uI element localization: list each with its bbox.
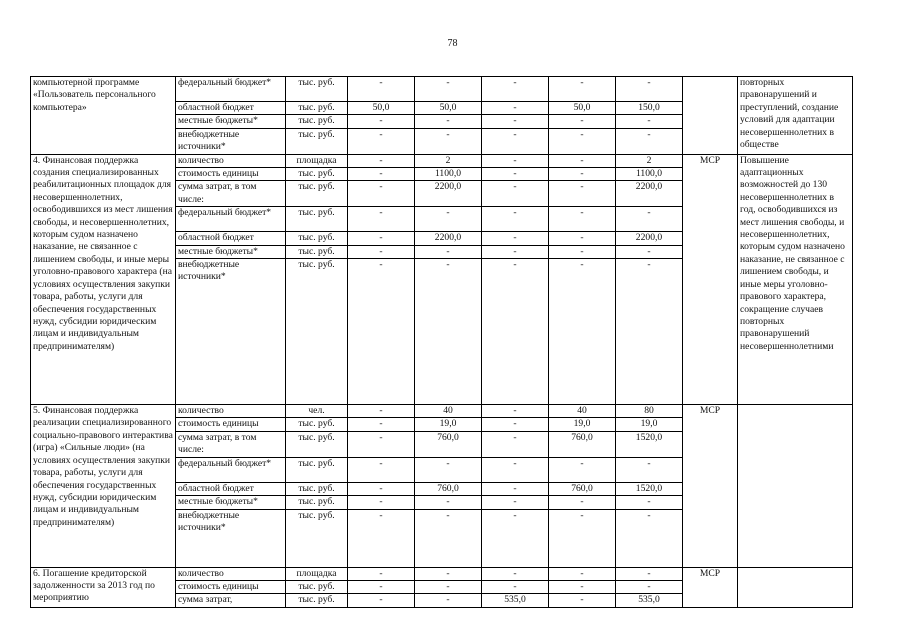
value-cell: 535,0 bbox=[482, 594, 549, 607]
value-cell: - bbox=[415, 496, 482, 509]
value-cell: 1520,0 bbox=[616, 431, 683, 457]
unit-cell: площадка bbox=[286, 567, 348, 580]
value-cell: - bbox=[348, 418, 415, 431]
indicator-cell: стоимость единицы bbox=[176, 580, 286, 593]
unit-cell: тыс. руб. bbox=[286, 431, 348, 457]
activity-name: 4. Финансовая поддержка создания специализированных реабилитационных площадок для несовершеннолетних, освободившихся из мест лишения свободы, и несовершеннолетних, которым судом назначено наказание, не связанное с лишением свободы, и иные меры уголовно-правового характера (на условиях осуществления закупки товара, работы, услуги для обеспечения государственных нужд, субсидии юридическим лицам и индивидуальным предпринимателям) bbox=[31, 154, 176, 404]
value-cell: - bbox=[549, 580, 616, 593]
value-cell: 2200,0 bbox=[616, 232, 683, 245]
value-cell: - bbox=[348, 405, 415, 418]
indicator-cell: количество bbox=[176, 567, 286, 580]
value-cell: - bbox=[616, 509, 683, 567]
unit-cell: тыс. руб. bbox=[286, 77, 348, 102]
unit-cell: тыс. руб. bbox=[286, 232, 348, 245]
indicator-cell: внебюджетные источники* bbox=[176, 259, 286, 405]
unit-cell: тыс. руб. bbox=[286, 207, 348, 232]
value-cell: - bbox=[415, 509, 482, 567]
indicator-cell: местные бюджеты* bbox=[176, 496, 286, 509]
value-cell: 760,0 bbox=[549, 482, 616, 495]
activity-name: компьютерной программе «Пользователь персонального компьютера» bbox=[31, 77, 176, 155]
indicator-cell: областной бюджет bbox=[176, 482, 286, 495]
value-cell: - bbox=[616, 580, 683, 593]
executor-cell bbox=[683, 77, 738, 155]
value-cell: - bbox=[415, 594, 482, 607]
value-cell: 2200,0 bbox=[415, 181, 482, 207]
value-cell: 1100,0 bbox=[616, 168, 683, 181]
value-cell: 40 bbox=[549, 405, 616, 418]
value-cell: - bbox=[616, 207, 683, 232]
expected-result-cell bbox=[738, 405, 853, 567]
value-cell: - bbox=[482, 259, 549, 405]
value-cell: - bbox=[415, 128, 482, 154]
value-cell: - bbox=[482, 482, 549, 495]
indicator-cell: местные бюджеты* bbox=[176, 245, 286, 258]
value-cell: 80 bbox=[616, 405, 683, 418]
indicator-cell: внебюджетные источники* bbox=[176, 509, 286, 567]
value-cell: - bbox=[482, 102, 549, 115]
activity-name: 6. Погашение кредиторской задолженности за 2013 год по мероприятию bbox=[31, 567, 176, 607]
value-cell: - bbox=[348, 181, 415, 207]
unit-cell: тыс. руб. bbox=[286, 245, 348, 258]
indicator-cell: стоимость единицы bbox=[176, 168, 286, 181]
value-cell: 19,0 bbox=[415, 418, 482, 431]
expected-result-cell: повторных правонарушений и преступлений, создание условий для адаптации несовершеннолетних в обществе bbox=[738, 77, 853, 155]
indicator-cell: федеральный бюджет* bbox=[176, 207, 286, 232]
value-cell: - bbox=[348, 168, 415, 181]
indicator-cell: федеральный бюджет* bbox=[176, 457, 286, 482]
value-cell: - bbox=[616, 245, 683, 258]
value-cell: - bbox=[482, 405, 549, 418]
value-cell: 535,0 bbox=[616, 594, 683, 607]
indicator-cell: количество bbox=[176, 405, 286, 418]
indicator-cell: стоимость единицы bbox=[176, 418, 286, 431]
unit-cell: тыс. руб. bbox=[286, 115, 348, 128]
value-cell: - bbox=[549, 594, 616, 607]
value-cell: 19,0 bbox=[616, 418, 683, 431]
activity-name: 5. Финансовая поддержка реализации специализированного социально-правового интерактива (игра) «Сильные люди» (на условиях осуществления закупки товара, работы, услуги для обеспечения государственных нужд, субсидии юридическим лицам и индивидуальным предпринимателям) bbox=[31, 405, 176, 567]
value-cell: - bbox=[482, 496, 549, 509]
value-cell: 2200,0 bbox=[415, 232, 482, 245]
value-cell: - bbox=[348, 128, 415, 154]
value-cell: - bbox=[348, 259, 415, 405]
value-cell: 150,0 bbox=[616, 102, 683, 115]
indicator-cell: количество bbox=[176, 154, 286, 167]
value-cell: - bbox=[348, 207, 415, 232]
value-cell: - bbox=[482, 418, 549, 431]
value-cell: - bbox=[549, 154, 616, 167]
value-cell: - bbox=[348, 496, 415, 509]
indicator-cell: местные бюджеты* bbox=[176, 115, 286, 128]
value-cell: - bbox=[549, 496, 616, 509]
unit-cell: тыс. руб. bbox=[286, 482, 348, 495]
value-cell: - bbox=[482, 245, 549, 258]
value-cell: - bbox=[415, 259, 482, 405]
program-activities-table bbox=[30, 76, 853, 608]
value-cell: 2 bbox=[415, 154, 482, 167]
value-cell: - bbox=[348, 115, 415, 128]
value-cell: - bbox=[348, 567, 415, 580]
indicator-cell: сумма затрат, в том числе: bbox=[176, 431, 286, 457]
value-cell: - bbox=[482, 168, 549, 181]
page-number: 78 bbox=[447, 38, 458, 49]
unit-cell: площадка bbox=[286, 154, 348, 167]
expected-result-cell bbox=[738, 567, 853, 607]
value-cell: - bbox=[549, 77, 616, 102]
value-cell: - bbox=[348, 245, 415, 258]
value-cell: - bbox=[616, 496, 683, 509]
value-cell: 1520,0 bbox=[616, 482, 683, 495]
unit-cell: тыс. руб. bbox=[286, 594, 348, 607]
value-cell: - bbox=[348, 580, 415, 593]
value-cell: - bbox=[348, 457, 415, 482]
value-cell: - bbox=[482, 207, 549, 232]
value-cell: - bbox=[415, 457, 482, 482]
value-cell: - bbox=[482, 457, 549, 482]
unit-cell: тыс. руб. bbox=[286, 509, 348, 567]
table-row bbox=[31, 77, 853, 102]
value-cell: 19,0 bbox=[549, 418, 616, 431]
value-cell: - bbox=[549, 207, 616, 232]
value-cell: - bbox=[415, 580, 482, 593]
value-cell: - bbox=[482, 580, 549, 593]
value-cell: - bbox=[415, 245, 482, 258]
unit-cell: тыс. руб. bbox=[286, 496, 348, 509]
expected-result-cell: Повышение адаптационных возможностей до 130 несовершеннолетних в год, освободившихся из мест лишения свободы, и несовершеннолетних, которым судом назначено наказание, не связанное с лишением свободы, и иные меры уголовно-правового характера, сокращение случаев повторных правонарушений несовершеннолетними bbox=[738, 154, 853, 404]
value-cell: - bbox=[482, 128, 549, 154]
value-cell: - bbox=[616, 128, 683, 154]
table-row bbox=[31, 567, 853, 580]
value-cell: - bbox=[549, 245, 616, 258]
value-cell: 760,0 bbox=[549, 431, 616, 457]
indicator-cell: сумма затрат, в том числе: bbox=[176, 181, 286, 207]
unit-cell: тыс. руб. bbox=[286, 181, 348, 207]
unit-cell: тыс. руб. bbox=[286, 128, 348, 154]
executor-cell: МСР bbox=[683, 567, 738, 607]
value-cell: - bbox=[348, 154, 415, 167]
table-row bbox=[31, 154, 853, 167]
value-cell: - bbox=[549, 128, 616, 154]
executor-cell: МСР bbox=[683, 405, 738, 567]
value-cell: 760,0 bbox=[415, 482, 482, 495]
unit-cell: тыс. руб. bbox=[286, 418, 348, 431]
value-cell: - bbox=[616, 115, 683, 128]
indicator-cell: сумма затрат, bbox=[176, 594, 286, 607]
value-cell: - bbox=[415, 567, 482, 580]
indicator-cell: федеральный бюджет* bbox=[176, 77, 286, 102]
value-cell: - bbox=[549, 457, 616, 482]
value-cell: - bbox=[616, 259, 683, 405]
unit-cell: тыс. руб. bbox=[286, 102, 348, 115]
unit-cell: тыс. руб. bbox=[286, 259, 348, 405]
value-cell: - bbox=[415, 115, 482, 128]
value-cell: - bbox=[482, 181, 549, 207]
value-cell: 50,0 bbox=[549, 102, 616, 115]
executor-cell: МСР bbox=[683, 154, 738, 404]
value-cell: - bbox=[348, 431, 415, 457]
value-cell: - bbox=[348, 509, 415, 567]
value-cell: - bbox=[549, 115, 616, 128]
value-cell: - bbox=[549, 232, 616, 245]
unit-cell: тыс. руб. bbox=[286, 168, 348, 181]
value-cell: 40 bbox=[415, 405, 482, 418]
value-cell: - bbox=[415, 207, 482, 232]
value-cell: 2200,0 bbox=[616, 181, 683, 207]
value-cell: - bbox=[549, 168, 616, 181]
value-cell: - bbox=[348, 232, 415, 245]
value-cell: - bbox=[616, 567, 683, 580]
value-cell: - bbox=[348, 77, 415, 102]
value-cell: - bbox=[348, 482, 415, 495]
value-cell: - bbox=[482, 77, 549, 102]
value-cell: - bbox=[616, 457, 683, 482]
value-cell: - bbox=[549, 567, 616, 580]
value-cell: - bbox=[549, 259, 616, 405]
value-cell: - bbox=[415, 77, 482, 102]
value-cell: 50,0 bbox=[415, 102, 482, 115]
indicator-cell: областной бюджет bbox=[176, 102, 286, 115]
value-cell: - bbox=[482, 509, 549, 567]
value-cell: - bbox=[549, 181, 616, 207]
value-cell: - bbox=[482, 431, 549, 457]
value-cell: - bbox=[616, 77, 683, 102]
value-cell: - bbox=[482, 115, 549, 128]
value-cell: 760,0 bbox=[415, 431, 482, 457]
indicator-cell: областной бюджет bbox=[176, 232, 286, 245]
value-cell: - bbox=[482, 154, 549, 167]
value-cell: 1100,0 bbox=[415, 168, 482, 181]
value-cell: 2 bbox=[616, 154, 683, 167]
unit-cell: тыс. руб. bbox=[286, 457, 348, 482]
unit-cell: тыс. руб. bbox=[286, 580, 348, 593]
indicator-cell: внебюджетные источники* bbox=[176, 128, 286, 154]
value-cell: - bbox=[549, 509, 616, 567]
table-row bbox=[31, 405, 853, 418]
value-cell: - bbox=[348, 594, 415, 607]
value-cell: - bbox=[482, 567, 549, 580]
value-cell: 50,0 bbox=[348, 102, 415, 115]
unit-cell: чел. bbox=[286, 405, 348, 418]
value-cell: - bbox=[482, 232, 549, 245]
